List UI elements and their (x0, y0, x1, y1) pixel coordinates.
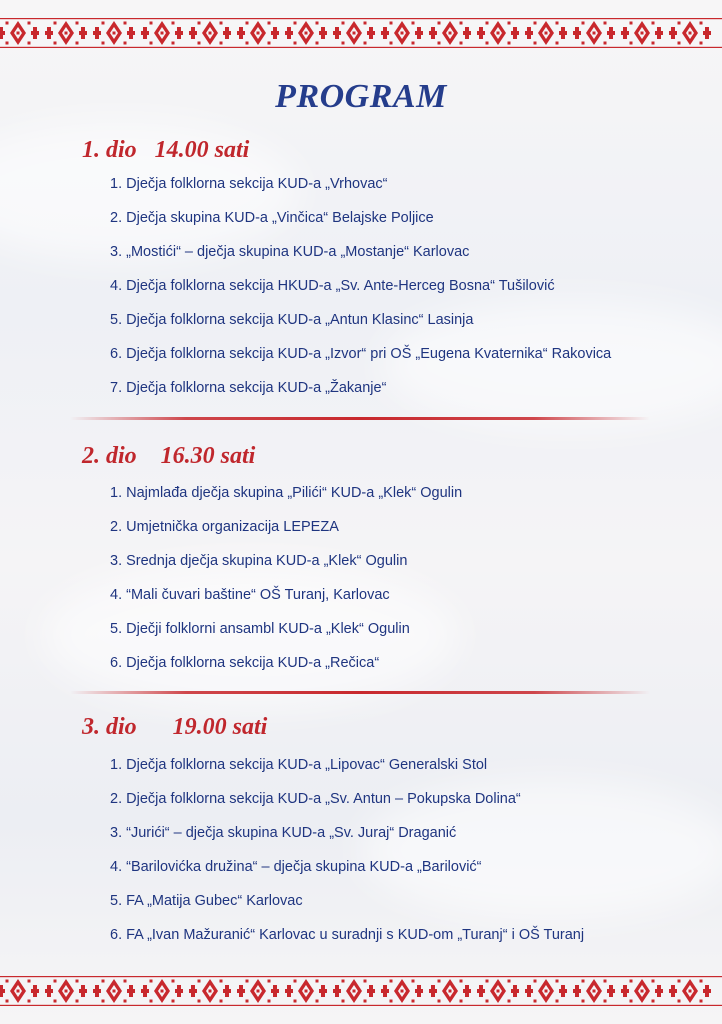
list-item: 3. “Jurići“ – dječja skupina KUD-a „Sv. Juraj“ Draganić (110, 825, 457, 841)
list-item: 5. Dječji folklorni ansambl KUD-a „Klek“ Ogulin (110, 621, 410, 637)
section-time: 14.00 sati (154, 137, 250, 163)
section-divider (70, 691, 650, 694)
list-item: 7. Dječja folklorna sekcija KUD-a „Žakanje“ (110, 380, 387, 396)
page-title: PROGRAM (275, 78, 447, 115)
section-3-list (110, 748, 584, 952)
list-item: 4. “Mali čuvari baštine“ OŠ Turanj, Karlovac (110, 587, 390, 603)
list-item: 2. Dječja folklorna sekcija KUD-a „Sv. Antun – Pokupska Dolina“ (110, 791, 521, 807)
section-divider (70, 417, 650, 420)
section-time: 16.30 sati (160, 443, 256, 469)
section-part: 2. dio (82, 443, 137, 469)
section-part: 1. dio (82, 137, 137, 163)
folk-embroidery-border-top (0, 18, 722, 48)
section-heading-2 (82, 443, 255, 470)
list-item: 5. FA „Matija Gubec“ Karlovac (110, 893, 303, 909)
list-item: 6. Dječja folklorna sekcija KUD-a „Izvor“ pri OŠ „Eugena Kvaternika“ Rakovica (110, 346, 612, 362)
section-heading-1 (82, 137, 249, 164)
list-item: 2. Umjetnička organizacija LEPEZA (110, 519, 339, 535)
list-item: 1. Dječja folklorna sekcija KUD-a „Vrhovac“ (110, 176, 388, 192)
section-1-list (110, 167, 611, 405)
section-time: 19.00 sati (172, 714, 268, 740)
list-item: 6. Dječja folklorna sekcija KUD-a „Rečica“ (110, 655, 380, 671)
list-item: 1. Dječja folklorna sekcija KUD-a „Lipovac“ Generalski Stol (110, 757, 488, 773)
list-item: 4. Dječja folklorna sekcija HKUD-a „Sv. Ante-Herceg Bosna“ Tušilović (110, 278, 555, 294)
section-2-list (110, 476, 462, 680)
section-heading-3 (82, 714, 267, 741)
list-item: 2. Dječja skupina KUD-a „Vinčica“ Belajske Poljice (110, 210, 434, 226)
section-part: 3. dio (82, 714, 137, 740)
list-item: 4. “Barilovićka družina“ – dječja skupina KUD-a „Barilović“ (110, 859, 482, 875)
list-item: 6. FA „Ivan Mažuranić“ Karlovac u suradnji s KUD-om „Turanj“ i OŠ Turanj (110, 927, 585, 943)
list-item: 5. Dječja folklorna sekcija KUD-a „Antun Klasinc“ Lasinja (110, 312, 474, 328)
list-item: 3. „Mostići“ – dječja skupina KUD-a „Mostanje“ Karlovac (110, 244, 470, 260)
list-item: 1. Najmlađa dječja skupina „Pilići“ KUD-a „Klek“ Ogulin (110, 485, 463, 501)
folk-embroidery-border-bottom (0, 976, 722, 1006)
list-item: 3. Srednja dječja skupina KUD-a „Klek“ Ogulin (110, 553, 408, 569)
